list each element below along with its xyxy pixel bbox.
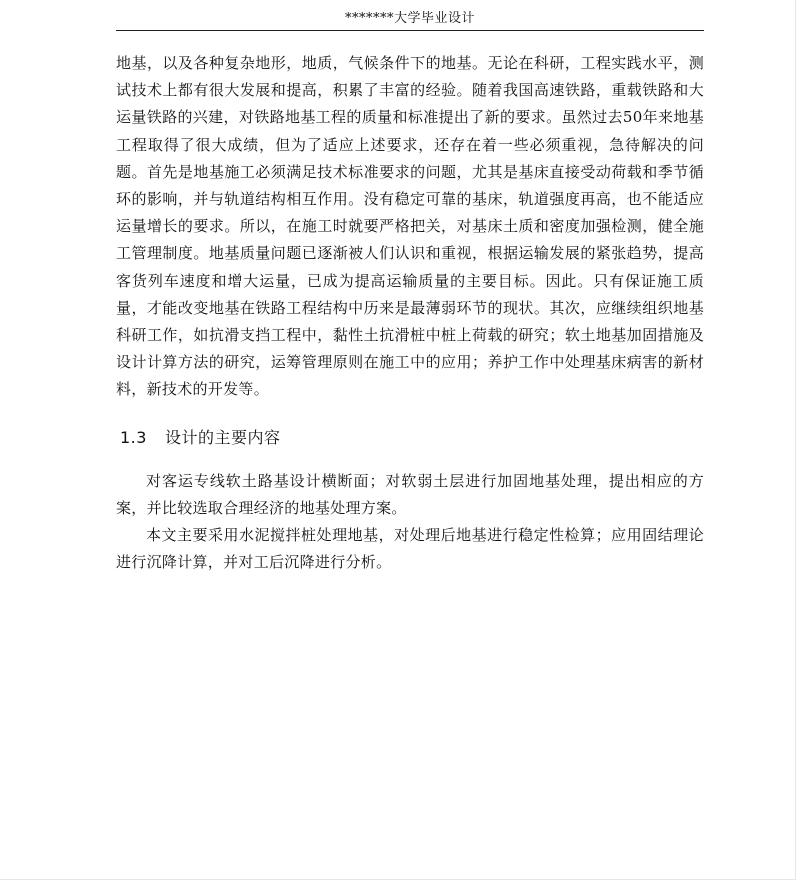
section-paragraph-2: 本文主要采用水泥搅拌桩处理地基，对处理后地基进行稳定性检算；应用固结理论进行沉降计算，并对工后沉降进行分析。 bbox=[116, 526, 704, 572]
page-header bbox=[116, 8, 704, 31]
body-paragraph: 地基，以及各种复杂地形，地质，气候条件下的地基。无论在科研，工程实践水平，测试技术上都有很大发展和提高，积累了丰富的经验。随着我国高速铁路，重载铁路和大运量铁路的兴建，对铁路地基工程的质量和标准提出了新的要求。虽然过去50年来地基工程取得了很大成绩，但为了适应上述要求，还存在着一些必须重视，急待解决的问题。首先是地基施工必须满足技术标准要求的问题，尤其是基床直接受动荷载和季节循环的影响，并与轨道结构相互作用。没有稳定可靠的基床，轨道强度再高，也不能适应运量增长的要求。所以，在施工时就要严格把关，对基床土质和密度加强检测，健全施工管理制度。地基质量问题已逐渐被人们认识和重视，根据运输发展的紧张趋势，提高客货列车速度和增大运量，已成为提高运输质量的主要目标。因此。只有保证施工质量，才能改变地基在铁路工程结构中历来是最薄弱环节的现状。其次，应继续组织地基科研工作，如抗滑支挡工程中，黏性土抗滑桩中桩上荷载的研究；软土地基加固措施及设计计算方法的研究，运筹管理原则在施工中的应用；养护工作中处理基床病害的新材料，新技术的开发等。 bbox=[116, 54, 704, 399]
section-heading bbox=[120, 426, 704, 450]
section-paragraph-1: 对客运专线软土路基设计横断面；对软弱土层进行加固地基处理，提出相应的方案，并比较选取合理经济的地基处理方案。 bbox=[116, 471, 704, 517]
document-body bbox=[116, 50, 704, 576]
section-number: 1.3 bbox=[120, 427, 147, 447]
section-title: 设计的主要内容 bbox=[164, 427, 281, 447]
header-title: *******大学毕业设计 bbox=[344, 11, 475, 26]
